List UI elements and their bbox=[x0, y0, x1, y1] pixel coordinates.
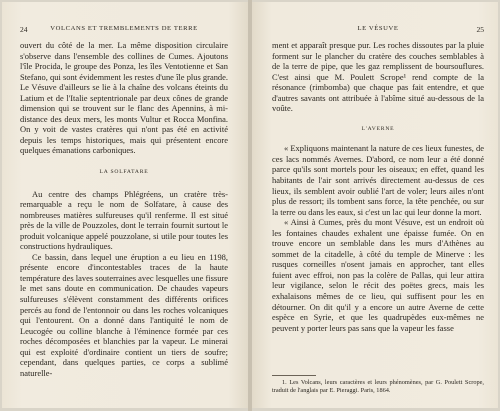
left-running-title: VOLCANS ET TREMBLEMENTS DE TERRE bbox=[50, 25, 198, 32]
right-paragraph-2: « Expliquons maintenant la nature de ces lieux funestes, de ces lacs nommés Avernes. D'abord, ce nom leur a été donné parce qu'ils sont mortels pour les oiseaux; en effet, quand les habitants de l'air sont arrivés directement au-dessus de ces lieux, ils semblent avoir oublié l'art de voler; leurs ailes n'ont plus de ressort; ils tombent sans force, la tête penchée, ou sur la terre ou dans les eaux, si c'est un lac qui leur donne la mort. bbox=[272, 143, 484, 217]
left-page bbox=[2, 2, 248, 408]
right-section-heading: L'AVERNE bbox=[361, 125, 395, 132]
right-body-text bbox=[272, 40, 484, 333]
left-body-text bbox=[20, 40, 228, 378]
left-paragraph-2: Au centre des champs Phlégréens, un cratère très-remarquable a reçu le nom de Solfatare, à cause des nombreuses matières sulfureuses qu'il renferme. Il est situé près de la ville de Pouzzoles, dont le terrain fournit surtout le produit volcanique appelé pouzzolane, si utile pour toutes les constructions hydrauliques. bbox=[20, 188, 228, 252]
footnote bbox=[272, 379, 484, 395]
right-paragraph-3: « Ainsi à Cumes, près du mont Vésuve, est un endroit où les fontaines chaudes exhalent une épaisse fumée. On en trouve encore un semblable dans les murs d'Athènes au sommet de la citadelle, à côté du temple de Minerve : les rusques corneilles n'osent jamais en approcher, tant elles fuient avec effroi, non pas la colère de Pallas, qui leur attira leur vigilance, selon le récit des poëtes grecs, mais les exhalaisons mêmes de ce lieu, qui suffisent pour les en détourner. On dit qu'il y a encore un autre Averne de cette espèce en Syrie, et que les quadrupèdes eux-mêmes ne peuvent y porter leurs pas sans que la vapeur les fasse bbox=[272, 217, 484, 333]
left-paragraph-1: ouvert du côté de la mer. La même disposition circulaire s'observe dans l'ensemble des collines de Cumes. Ajoutons l'île Procida, le groupe des Ponza, les îles Ventotienne et San Stefano, qui sont évidemment les restes d'une île plus grande. Le Vésuve d'ailleurs se lie à la chaîne des volcans éteints du Latium et de l'Italie septentrionale par deux cônes de grande dimension qui se trouvent sur le flanc des Apennins, à mi-distance des deux mers, les monts Vultur et Rocca Monfina. On y voit de vastes cratères qui n'ont pas été en activité depuis les temps historiques, mais qui présentent encore quelques émanations carboniques. bbox=[20, 40, 228, 156]
left-paragraph-3: Ce bassin, dans lequel une éruption a eu lieu en 1198, présente encore d'incontestables traces de la haute température des laves souterraines avec lesquelles une fissure le met sans doute en communication. De chaudes vapeurs sulfureuses s'élèvent constamment des différents orifices percés au fond de l'entonnoir ou dans les roches volcaniques qui l'entourent. On a donné dans l'antiquité le nom de Leucogée ou colline blanche à l'éminence formée par ces roches décomposées et blanchies par la vapeur. Le minerai qui est exploité d'ordinaire contient un tiers de soufre; cependant, dans quelques parties, ce corps a sublimé naturelle- bbox=[20, 251, 228, 378]
right-paragraph-1: ment et apparaît presque pur. Les roches dissoutes par la pluie forment sur le plancher du cratère des couches semblables à de la terre de pipe, que les gaz remplissent de boursouflures. C'est ainsi que M. Poulett Scrope¹ rend compte de la résonance (rimbomba) que chaque pas fait entendre, et que d'autres savants ont attribuée à l'abîme situé au-dessous de la voûte. bbox=[272, 40, 484, 114]
left-section-heading: LA SOLFATARE bbox=[99, 169, 149, 176]
footnote-text: 1. Les Volcans, leurs caractères et leurs phénomènes, par G. Poulett Scrope, traduit de l'anglais par E. Pieraggi. Paris, 1864. bbox=[272, 379, 484, 394]
left-page-number: 24 bbox=[20, 25, 28, 34]
footnote-rule bbox=[272, 375, 316, 376]
right-running-title: LE VÉSUVE bbox=[357, 25, 399, 32]
right-page bbox=[252, 2, 498, 408]
right-page-number: 25 bbox=[476, 25, 484, 34]
